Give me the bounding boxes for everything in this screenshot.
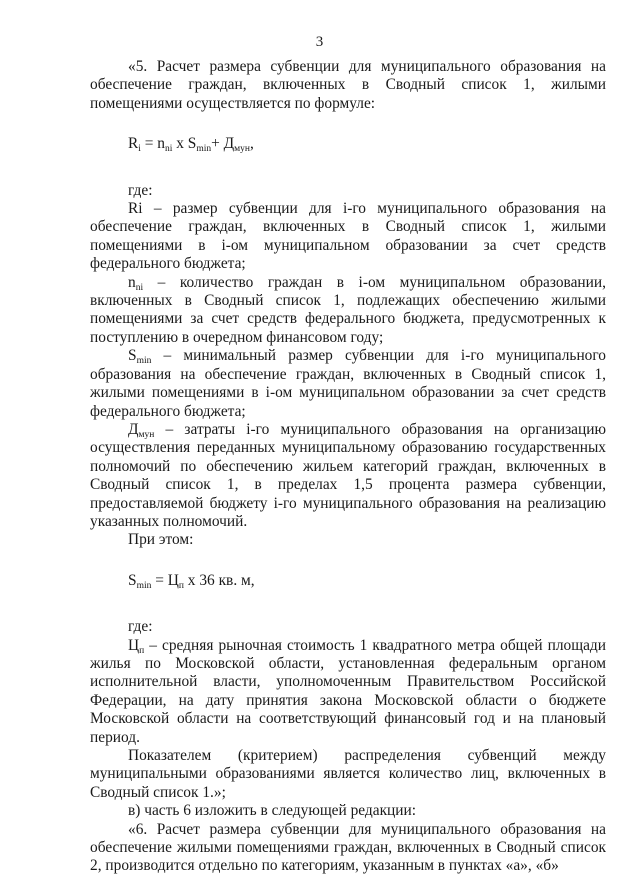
definition-c-symbol: Ц	[128, 636, 140, 654]
formula-n-symbol: n	[157, 135, 165, 153]
where-label-2: где:	[128, 618, 153, 636]
where-label-1: где:	[128, 181, 153, 199]
formula2-rest: x 36 кв. м,	[183, 571, 255, 589]
formula-eq: =	[140, 135, 158, 153]
definition-r: Ri – размер субвенции для i-го муниципального образования на обеспечение граждан, включенных в Сводный список 1, жилыми помещениями в i-ом муниципальном образовании за счет средств федерального бюджета;	[90, 200, 606, 273]
definition-d	[90, 421, 606, 531]
definition-s-sub: min	[136, 356, 152, 367]
definition-c-text: – средняя рыночная стоимость 1 квадратного метра общей площади жилья по Московской области, установленная федеральным органом исполнительной власти, уполномоченным Правительством Российской Федерации, на дату принятия закона Московской области о бюджете Московской области на соответствующий финансовый год и на плановый период.	[90, 636, 606, 746]
document-body	[90, 58, 606, 876]
formula2-c-sub: п	[178, 580, 184, 591]
formula-s-symbol: S	[187, 135, 197, 153]
definition-s	[90, 347, 606, 421]
definition-d-symbol: Д	[128, 420, 139, 438]
formula-times: x	[172, 135, 188, 153]
formula2-s-sub: min	[136, 580, 152, 591]
pri-etom-label: При этом:	[128, 531, 194, 549]
formula-r-sub: i	[138, 144, 141, 155]
formula-n-sub: ni	[165, 144, 173, 155]
definition-c-sub: п	[139, 645, 145, 656]
definition-d-text: – затраты i-го муниципального образования на организацию осуществления переданных муниципальному образованию государственных полномочий по обеспечению жильем категорий граждан, включенных в Сводный список 1, в пределах 1,5 процента размера субвенции, предоставляемой бюджету i-го муниципального образования на реализацию указанных полномочий.	[90, 420, 606, 530]
paragraph-5-intro: «5. Расчет размера субвенции для муниципального образования на обеспечение граждан, включенных в Сводный список 1, жилыми помещениями осуществляется по формуле:	[90, 58, 606, 112]
definition-d-sub: мун	[138, 429, 155, 440]
formula-d-sub: мун	[234, 144, 251, 155]
definition-n-text: – количество граждан в i-ом муниципальном образовании, включенных в Сводный список 1, подлежащих обеспечению жилыми помещениями за счет средств федерального бюджета, предусмотренных к поступлению в очередном финансовом году;	[90, 273, 606, 346]
formula-s-sub: min	[196, 144, 212, 155]
formula2-c-symbol: Ц	[167, 571, 179, 589]
formula-d-symbol: Д	[223, 135, 235, 153]
formula-r-symbol: R	[128, 135, 139, 153]
page-number: 3	[315, 34, 324, 50]
definition-n-symbol: n	[128, 273, 136, 291]
formula-plus: +	[211, 135, 224, 153]
part-6-instruction: в) часть 6 изложить в следующей редакции:	[128, 802, 417, 820]
definition-c	[90, 637, 606, 747]
formula-smin	[90, 572, 606, 590]
formula-r	[90, 135, 606, 153]
definition-s-text: – минимальный размер субвенции для i-го муниципального образования на обеспечение граждан, включенных в Сводный список 1, жилыми помещениями в i-ом муниципальном образовании за счет средств федерального бюджета;	[90, 347, 606, 420]
formula2-eq: =	[151, 571, 168, 589]
definition-s-symbol: S	[128, 347, 137, 365]
formula2-s-symbol: S	[128, 571, 137, 589]
formula-tail: ,	[250, 135, 254, 153]
definition-n-sub: ni	[135, 282, 144, 293]
definition-n	[90, 274, 606, 348]
criteria-paragraph: Показателем (критерием) распределения субвенций между муниципальными образованиями является количество лиц, включенных в Сводный список 1.»;	[90, 747, 606, 801]
paragraph-6: «6. Расчет размера субвенции для муниципального образования на обеспечение жилыми помещениями граждан, включенных в Сводный список 2, производится отдельно по категориям, указанным в пунктах «а», «б»	[90, 820, 606, 875]
